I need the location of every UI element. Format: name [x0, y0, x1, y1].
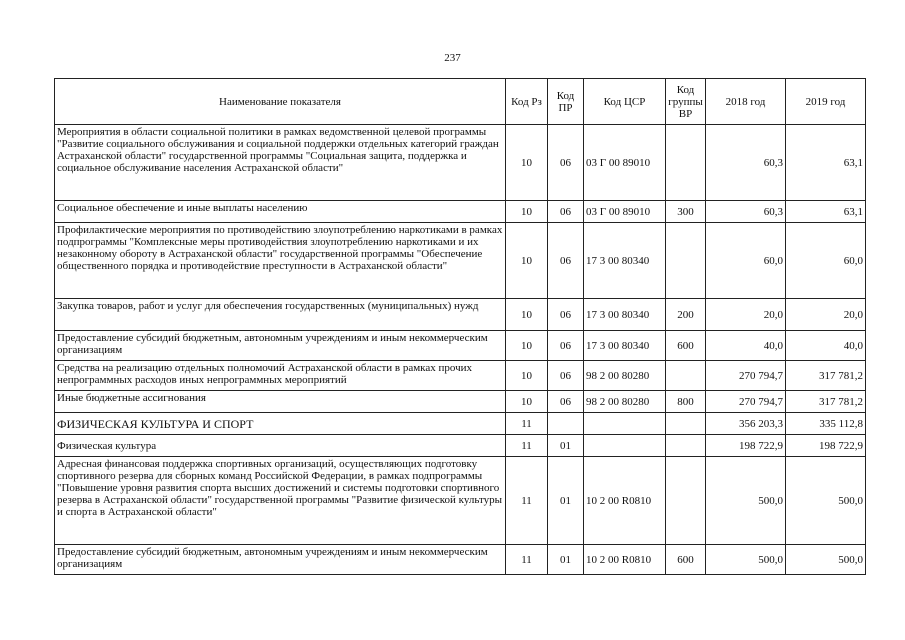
row-vr — [666, 413, 706, 435]
header-vr: Код группы ВР — [666, 79, 706, 125]
row-vr: 200 — [666, 299, 706, 331]
row-2018: 270 794,7 — [706, 361, 786, 391]
row-rz: 11 — [506, 413, 548, 435]
header-name: Наименование показателя — [55, 79, 506, 125]
row-2018: 60,0 — [706, 223, 786, 299]
row-rz: 10 — [506, 125, 548, 201]
row-name: Предоставление субсидий бюджетным, автономным учреждениям и иным некоммерческим организациям — [55, 545, 506, 575]
row-2019: 60,0 — [786, 223, 866, 299]
row-2019: 63,1 — [786, 201, 866, 223]
table-row — [55, 361, 866, 391]
table-row — [55, 201, 866, 223]
row-pr: 01 — [548, 545, 584, 575]
row-2019: 20,0 — [786, 299, 866, 331]
row-2019: 40,0 — [786, 331, 866, 361]
row-pr: 06 — [548, 331, 584, 361]
row-csr — [584, 413, 666, 435]
row-pr: 06 — [548, 299, 584, 331]
row-pr: 06 — [548, 125, 584, 201]
row-name: Социальное обеспечение и иные выплаты населению — [55, 201, 506, 223]
page-number: 237 — [444, 52, 461, 64]
table-row — [55, 391, 866, 413]
row-pr: 01 — [548, 457, 584, 545]
row-pr: 01 — [548, 435, 584, 457]
row-2019: 317 781,2 — [786, 361, 866, 391]
row-name: Закупка товаров, работ и услуг для обеспечения государственных (муниципальных) нужд — [55, 299, 506, 331]
row-2018: 60,3 — [706, 125, 786, 201]
row-csr: 03 Г 00 89010 — [584, 201, 666, 223]
row-name: Предоставление субсидий бюджетным, автономным учреждениям и иным некоммерческим организациям — [55, 331, 506, 361]
row-vr: 600 — [666, 331, 706, 361]
table-row — [55, 545, 866, 575]
row-2018: 40,0 — [706, 331, 786, 361]
row-2019: 500,0 — [786, 545, 866, 575]
row-vr — [666, 223, 706, 299]
row-vr — [666, 125, 706, 201]
row-2018: 356 203,3 — [706, 413, 786, 435]
row-2018: 270 794,7 — [706, 391, 786, 413]
header-row — [55, 79, 866, 125]
row-2019: 63,1 — [786, 125, 866, 201]
row-vr: 300 — [666, 201, 706, 223]
row-vr — [666, 457, 706, 545]
row-2018: 500,0 — [706, 457, 786, 545]
row-2018: 60,3 — [706, 201, 786, 223]
row-2018: 198 722,9 — [706, 435, 786, 457]
header-pr: Код ПР — [548, 79, 584, 125]
header-2018: 2018 год — [706, 79, 786, 125]
row-csr: 17 3 00 80340 — [584, 223, 666, 299]
row-rz: 10 — [506, 223, 548, 299]
row-name: Средства на реализацию отдельных полномочий Астраханской области в рамках прочих непрограммных расходов иных непрограммных мероприятий — [55, 361, 506, 391]
row-2019: 198 722,9 — [786, 435, 866, 457]
row-name: Профилактические мероприятия по противодействию злоупотреблению наркотиками в рамках подпрограммы "Комплексные меры противодействия злоупотреблению наркотиками и их незаконному обороту в Астраханской области" государственной программы "Обеспечение общественного порядка и противодействие преступности в Астраханской области" — [55, 223, 506, 299]
row-2018: 20,0 — [706, 299, 786, 331]
row-2019: 317 781,2 — [786, 391, 866, 413]
section-name: ФИЗИЧЕСКАЯ КУЛЬТУРА И СПОРТ — [55, 413, 506, 435]
row-pr: 06 — [548, 361, 584, 391]
table-row — [55, 435, 866, 457]
row-name: Мероприятия в области социальной политики в рамках ведомственной целевой программы "Развитие социального обслуживания и социальной поддержки отдельных категорий граждан Астраханской области" государственной программы "Социальная защита, поддержка и социальное обслуживание населения Астраханской области" — [55, 125, 506, 201]
row-rz: 10 — [506, 331, 548, 361]
row-rz: 11 — [506, 435, 548, 457]
row-2019: 335 112,8 — [786, 413, 866, 435]
header-rz: Код Рз — [506, 79, 548, 125]
table-row — [55, 125, 866, 201]
row-rz: 10 — [506, 201, 548, 223]
row-csr: 17 3 00 80340 — [584, 331, 666, 361]
row-csr: 98 2 00 80280 — [584, 361, 666, 391]
table-row — [55, 457, 866, 545]
header-2019: 2019 год — [786, 79, 866, 125]
row-rz: 11 — [506, 545, 548, 575]
row-vr — [666, 361, 706, 391]
row-csr: 10 2 00 R0810 — [584, 457, 666, 545]
row-2018: 500,0 — [706, 545, 786, 575]
row-csr: 98 2 00 80280 — [584, 391, 666, 413]
section-row — [55, 413, 866, 435]
row-vr — [666, 435, 706, 457]
row-name: Иные бюджетные ассигнования — [55, 391, 506, 413]
row-pr: 06 — [548, 223, 584, 299]
row-rz: 10 — [506, 299, 548, 331]
row-vr: 600 — [666, 545, 706, 575]
row-2019: 500,0 — [786, 457, 866, 545]
header-csr: Код ЦСР — [584, 79, 666, 125]
row-csr — [584, 435, 666, 457]
row-csr: 03 Г 00 89010 — [584, 125, 666, 201]
row-rz: 11 — [506, 457, 548, 545]
row-pr: 06 — [548, 201, 584, 223]
row-csr: 17 3 00 80340 — [584, 299, 666, 331]
budget-table — [54, 78, 866, 575]
row-name: Физическая культура — [55, 435, 506, 457]
row-vr: 800 — [666, 391, 706, 413]
table-row — [55, 331, 866, 361]
row-csr: 10 2 00 R0810 — [584, 545, 666, 575]
row-pr: 06 — [548, 391, 584, 413]
row-rz: 10 — [506, 391, 548, 413]
row-pr — [548, 413, 584, 435]
row-rz: 10 — [506, 361, 548, 391]
table-row — [55, 299, 866, 331]
table-row — [55, 223, 866, 299]
row-name: Адресная финансовая поддержка спортивных организаций, осуществляющих подготовку спортивного резерва для сборных команд Российской Федерации, в рамках подпрограммы "Повышение уровня развития спорта высших достижений и системы подготовки спортивного резерва в Астраханской области" государственной программы "Развитие физической культуры и спорта в Астраханской области" — [55, 457, 506, 545]
